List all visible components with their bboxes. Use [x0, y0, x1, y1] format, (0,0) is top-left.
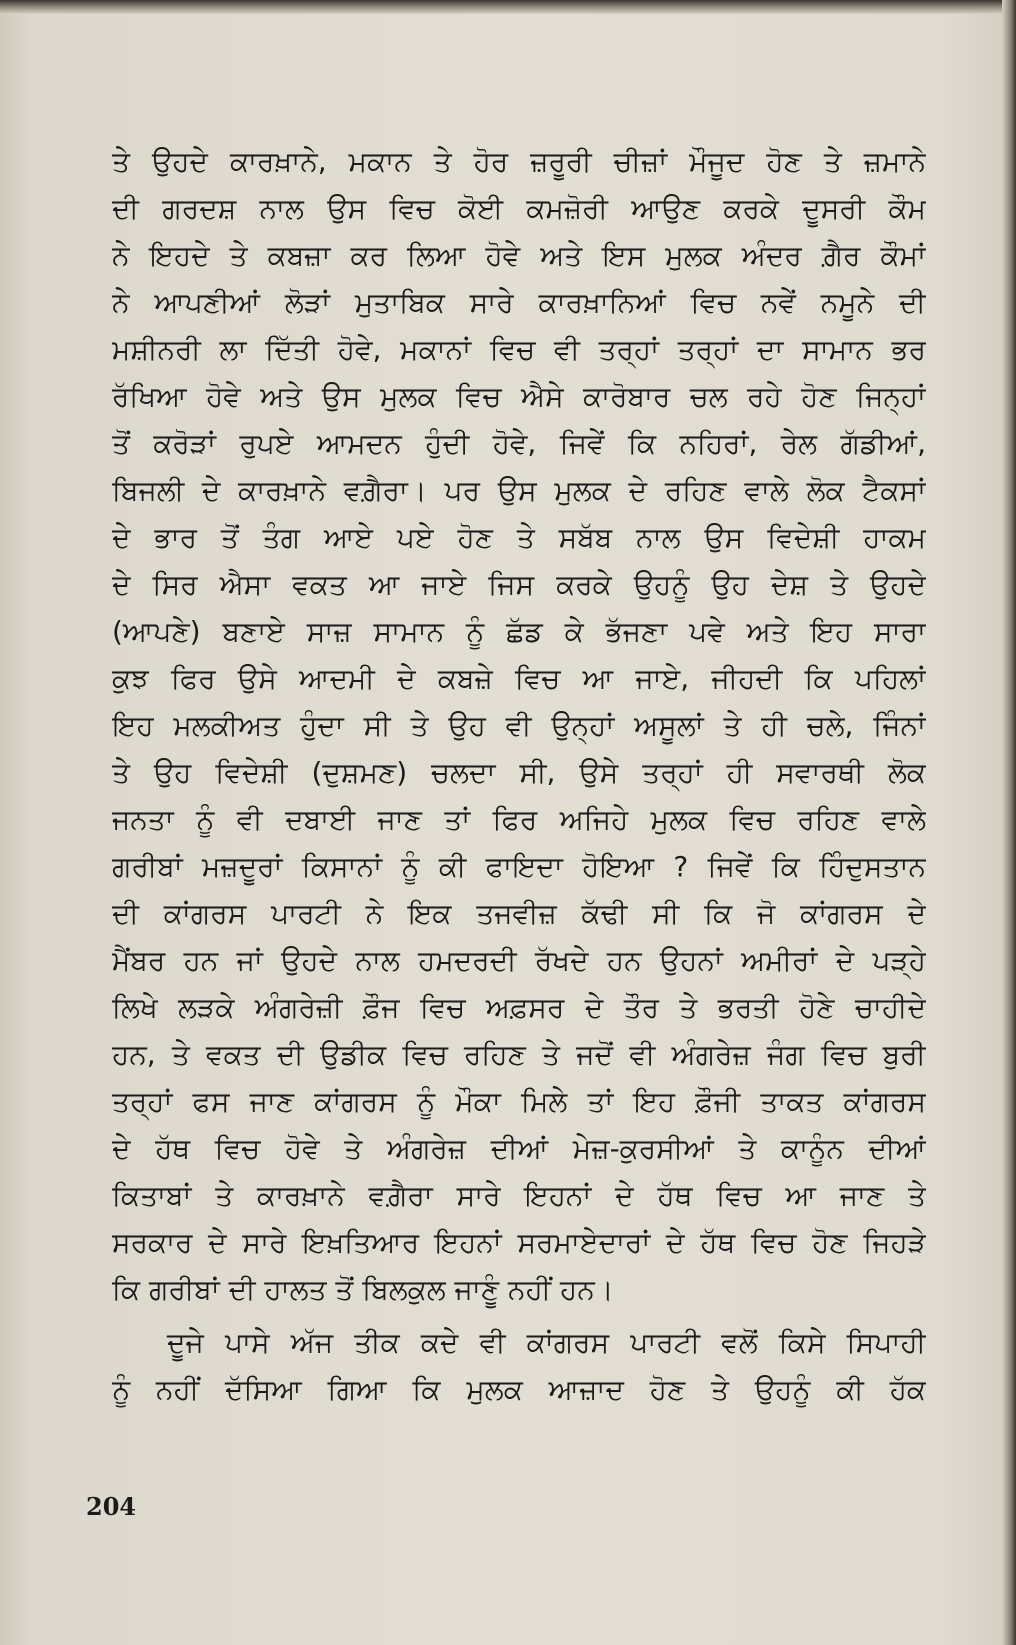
text-line: ਸਰਕਾਰ ਦੇ ਸਾਰੇ ਇਖ਼ਤਿਆਰ ਇਹਨਾਂ ਸਰਮਾਏਦਾਰਾਂ ਦੇ ਹੱਥ ਵਿਚ ਹੋਣ ਜਿਹੜੇ — [112, 1226, 926, 1259]
body-text — [112, 138, 926, 1413]
text-line: ਤੇ ਉਹਦੇ ਕਾਰਖ਼ਾਨੇ, ਮਕਾਨ ਤੇ ਹੋਰ ਜ਼ਰੂਰੀ ਚੀਜ਼ਾਂ ਮੌਜੂਦ ਹੋਣ ਤੇ ਜ਼ਮਾਨੇ — [112, 145, 926, 178]
text-line: (ਆਪਣੇ) ਬਣਾਏ ਸਾਜ਼ ਸਾਮਾਨ ਨੂੰ ਛੱਡ ਕੇ ਭੱਜਣਾ ਪਵੇ ਅਤੇ ਇਹ ਸਾਰਾ — [112, 615, 926, 648]
text-line: ਦੀ ਗਰਦਸ਼ ਨਾਲ ਉਸ ਵਿਚ ਕੋਈ ਕਮਜ਼ੋਰੀ ਆਉਣ ਕਰਕੇ ਦੂਸਰੀ ਕੌਮ — [112, 192, 926, 225]
text-line: ਗਰੀਬਾਂ ਮਜ਼ਦੂਰਾਂ ਕਿਸਾਨਾਂ ਨੂੰ ਕੀ ਫਾਇਦਾ ਹੋਇਆ ? ਜਿਵੇਂ ਕਿ ਹਿੰਦੁਸਤਾਨ — [112, 850, 926, 883]
text-line: ਦੇ ਹੱਥ ਵਿਚ ਹੋਵੇ ਤੇ ਅੰਗਰੇਜ਼ ਦੀਆਂ ਮੇਜ਼-ਕੁਰਸੀਆਂ ਤੇ ਕਾਨੂੰਨ ਦੀਆਂ — [112, 1132, 926, 1165]
text-line: ਤਰ੍ਹਾਂ ਫਸ ਜਾਣ ਕਾਂਗਰਸ ਨੂੰ ਮੌਕਾ ਮਿਲੇ ਤਾਂ ਇਹ ਫ਼ੌਜੀ ਤਾਕਤ ਕਾਂਗਰਸ — [112, 1085, 926, 1118]
text-line: ਇਹ ਮਲਕੀਅਤ ਹੁੰਦਾ ਸੀ ਤੇ ਉਹ ਵੀ ਉਨ੍ਹਾਂ ਅਸੂਲਾਂ ਤੇ ਹੀ ਚਲੇ, ਜਿੰਨਾਂ — [112, 709, 926, 742]
text-line: ਦੂਜੇ ਪਾਸੇ ਅੱਜ ਤੀਕ ਕਦੇ ਵੀ ਕਾਂਗਰਸ ਪਾਰਟੀ ਵਲੋਂ ਕਿਸੇ ਸਿਪਾਹੀ — [167, 1326, 926, 1359]
page-top-edge — [0, 0, 1016, 14]
text-line: ਕਿ ਗਰੀਬਾਂ ਦੀ ਹਾਲਤ ਤੋਂ ਬਿਲਕੁਲ ਜਾਣੂੰ ਨਹੀਂ ਹਨ। — [112, 1273, 614, 1306]
text-line: ਬਿਜਲੀ ਦੇ ਕਾਰਖ਼ਾਨੇ ਵਗ਼ੈਰਾ। ਪਰ ਉਸ ਮੁਲਕ ਦੇ ਰਹਿਣ ਵਾਲੇ ਲੋਕ ਟੈਕਸਾਂ — [112, 474, 926, 507]
text-line: ਜਨਤਾ ਨੂੰ ਵੀ ਦਬਾਈ ਜਾਣ ਤਾਂ ਫਿਰ ਅਜਿਹੇ ਮੁਲਕ ਵਿਚ ਰਹਿਣ ਵਾਲੇ — [112, 803, 926, 836]
text-line: ਹਨ, ਤੇ ਵਕਤ ਦੀ ਉਡੀਕ ਵਿਚ ਰਹਿਣ ਤੇ ਜਦੋਂ ਵੀ ਅੰਗਰੇਜ਼ ਜੰਗ ਵਿਚ ਬੁਰੀ — [112, 1038, 926, 1071]
text-line: ਮੈਂਬਰ ਹਨ ਜਾਂ ਉਹਦੇ ਨਾਲ ਹਮਦਰਦੀ ਰੱਖਦੇ ਹਨ ਉਹਨਾਂ ਅਮੀਰਾਂ ਦੇ ਪੜ੍ਹੇ — [112, 944, 926, 977]
text-line: ਦੀ ਕਾਂਗਰਸ ਪਾਰਟੀ ਨੇ ਇਕ ਤਜਵੀਜ਼ ਕੱਢੀ ਸੀ ਕਿ ਜੋ ਕਾਂਗਰਸ ਦੇ — [112, 897, 926, 930]
text-line: ਤੇ ਉਹ ਵਿਦੇਸ਼ੀ (ਦੁਸ਼ਮਣ) ਚਲਦਾ ਸੀ, ਉਸੇ ਤਰ੍ਹਾਂ ਹੀ ਸਵਾਰਥੀ ਲੋਕ — [112, 756, 926, 789]
text-line: ਨੇ ਇਹਦੇ ਤੇ ਕਬਜ਼ਾ ਕਰ ਲਿਆ ਹੋਵੇ ਅਤੇ ਇਸ ਮੁਲਕ ਅੰਦਰ ਗ਼ੈਰ ਕੌਮਾਂ — [112, 239, 926, 272]
text-line: ਤੋਂ ਕਰੋੜਾਂ ਰੁਪਏ ਆਮਦਨ ਹੁੰਦੀ ਹੋਵੇ, ਜਿਵੇਂ ਕਿ ਨਹਿਰਾਂ, ਰੇਲ ਗੱਡੀਆਂ, — [112, 427, 926, 460]
page-right-edge — [1002, 0, 1016, 1645]
text-line: ਕਿਤਾਬਾਂ ਤੇ ਕਾਰਖ਼ਾਨੇ ਵਗ਼ੈਰਾ ਸਾਰੇ ਇਹਨਾਂ ਦੇ ਹੱਥ ਵਿਚ ਆ ਜਾਣ ਤੇ — [112, 1179, 926, 1212]
text-line: ਲਿਖੇ ਲੜਕੇ ਅੰਗਰੇਜ਼ੀ ਫ਼ੌਜ ਵਿਚ ਅਫ਼ਸਰ ਦੇ ਤੌਰ ਤੇ ਭਰਤੀ ਹੋਣੇ ਚਾਹੀਦੇ — [112, 991, 926, 1024]
text-line: ਰੱਖਿਆ ਹੋਵੇ ਅਤੇ ਉਸ ਮੁਲਕ ਵਿਚ ਐਸੇ ਕਾਰੋਬਾਰ ਚਲ ਰਹੇ ਹੋਣ ਜਿਨ੍ਹਾਂ — [112, 380, 926, 413]
text-line: ਮਸ਼ੀਨਰੀ ਲਾ ਦਿੱਤੀ ਹੋਵੇ, ਮਕਾਨਾਂ ਵਿਚ ਵੀ ਤਰ੍ਹਾਂ ਤਰ੍ਹਾਂ ਦਾ ਸਾਮਾਨ ਭਰ — [112, 333, 926, 366]
text-line: ਨੂੰ ਨਹੀਂ ਦੱਸਿਆ ਗਿਆ ਕਿ ਮੁਲਕ ਆਜ਼ਾਦ ਹੋਣ ਤੇ ਉਹਨੂੰ ਕੀ ਹੱਕ — [112, 1373, 926, 1406]
text-line: ਦੇ ਭਾਰ ਤੋਂ ਤੰਗ ਆਏ ਪਏ ਹੋਣ ਤੇ ਸਬੱਬ ਨਾਲ ਉਸ ਵਿਦੇਸ਼ੀ ਹਾਕਮ — [112, 521, 926, 554]
text-line: ਦੇ ਸਿਰ ਐਸਾ ਵਕਤ ਆ ਜਾਏ ਜਿਸ ਕਰਕੇ ਉਹਨੂੰ ਉਹ ਦੇਸ਼ ਤੇ ਉਹਦੇ — [112, 568, 926, 601]
text-line: ਕੁਝ ਫਿਰ ਉਸੇ ਆਦਮੀ ਦੇ ਕਬਜ਼ੇ ਵਿਚ ਆ ਜਾਏ, ਜੀਹਦੀ ਕਿ ਪਹਿਲਾਂ — [112, 662, 926, 695]
page-number: 204 — [86, 1492, 137, 1521]
text-line: ਨੇ ਆਪਣੀਆਂ ਲੋੜਾਂ ਮੁਤਾਬਿਕ ਸਾਰੇ ਕਾਰਖ਼ਾਨਿਆਂ ਵਿਚ ਨਵੇਂ ਨਮੂਨੇ ਦੀ — [112, 286, 926, 319]
